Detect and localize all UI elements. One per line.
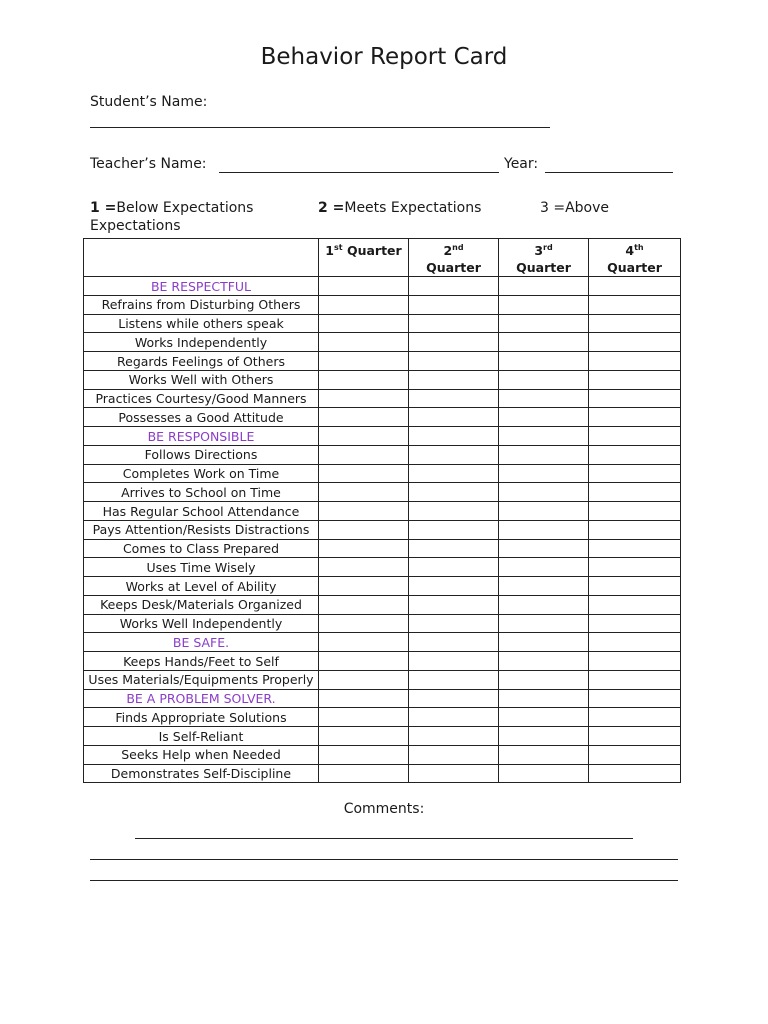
- table-row: [84, 389, 681, 408]
- section-heading: BE A PROBLEM SOLVER.: [84, 689, 319, 708]
- grade-cell-q3[interactable]: [499, 389, 589, 408]
- legend-2-text: Meets Expectations: [344, 200, 482, 216]
- grade-cell-q4[interactable]: [589, 745, 681, 764]
- grade-cell-q2[interactable]: [409, 670, 499, 689]
- table-row: [84, 502, 681, 521]
- header-q2: 2nd Quarter: [409, 239, 499, 277]
- behavior-label: Works at Level of Ability: [84, 577, 319, 596]
- grade-cell-q2[interactable]: [409, 352, 499, 371]
- header-q1: 1st Quarter: [319, 239, 409, 277]
- header-blank-cell: [84, 239, 319, 277]
- legend-3-continued: Expectations: [90, 218, 181, 234]
- grade-cell-q2[interactable]: [409, 558, 499, 577]
- page-title: Behavior Report Card: [260, 44, 508, 70]
- behavior-label: Works Well Independently: [84, 614, 319, 633]
- section-row: [84, 427, 681, 446]
- section-row: [84, 689, 681, 708]
- behavior-label: Arrives to School on Time: [84, 483, 319, 502]
- grade-cell-q3[interactable]: [499, 370, 589, 389]
- grade-cell-q2: [409, 633, 499, 652]
- grade-cell-q3: [499, 689, 589, 708]
- behavior-label: Uses Time Wisely: [84, 558, 319, 577]
- section-row: [84, 633, 681, 652]
- year-line[interactable]: [545, 172, 673, 173]
- grade-cell-q2[interactable]: [409, 520, 499, 539]
- table-row: [84, 408, 681, 427]
- behavior-label: Possesses a Good Attitude: [84, 408, 319, 427]
- grade-cell-q2[interactable]: [409, 764, 499, 783]
- grade-cell-q4[interactable]: [589, 614, 681, 633]
- grade-cell-q3[interactable]: [499, 708, 589, 727]
- table-row: [84, 708, 681, 727]
- table-row: [84, 520, 681, 539]
- grade-cell-q3[interactable]: [499, 295, 589, 314]
- year-label: Year:: [504, 156, 539, 172]
- legend-item-2: [318, 200, 481, 216]
- grade-cell-q4[interactable]: [589, 445, 681, 464]
- table-body: [84, 277, 681, 783]
- grade-cell-q4[interactable]: [589, 670, 681, 689]
- grade-cell-q3[interactable]: [499, 652, 589, 671]
- grade-cell-q3[interactable]: [499, 483, 589, 502]
- grade-cell-q3[interactable]: [499, 595, 589, 614]
- grade-cell-q2[interactable]: [409, 727, 499, 746]
- grade-cell-q2: [409, 689, 499, 708]
- grade-cell-q3[interactable]: [499, 314, 589, 333]
- comments-line-2[interactable]: [90, 859, 678, 860]
- grade-cell-q2: [409, 427, 499, 446]
- table-row: [84, 727, 681, 746]
- behavior-label: Comes to Class Prepared: [84, 539, 319, 558]
- grade-cell-q3[interactable]: [499, 333, 589, 352]
- grade-cell-q1[interactable]: [319, 764, 409, 783]
- legend-1-number: 1 =: [90, 200, 117, 216]
- grade-cell-q4[interactable]: [589, 314, 681, 333]
- comments-line-1[interactable]: [135, 838, 633, 839]
- grade-cell-q4[interactable]: [589, 333, 681, 352]
- grade-cell-q4[interactable]: [589, 370, 681, 389]
- behavior-label: Practices Courtesy/Good Manners: [84, 389, 319, 408]
- grade-cell-q1[interactable]: [319, 558, 409, 577]
- grade-cell-q1[interactable]: [319, 727, 409, 746]
- grade-cell-q3[interactable]: [499, 539, 589, 558]
- grade-cell-q2[interactable]: [409, 577, 499, 596]
- grade-cell-q2[interactable]: [409, 389, 499, 408]
- legend-item-1: [90, 200, 253, 216]
- table-row: [84, 558, 681, 577]
- table-row: [84, 295, 681, 314]
- grade-cell-q4[interactable]: [589, 408, 681, 427]
- grade-cell-q3[interactable]: [499, 352, 589, 371]
- grade-cell-q4[interactable]: [589, 727, 681, 746]
- grade-cell-q2[interactable]: [409, 652, 499, 671]
- teacher-name-label: Teacher’s Name:: [90, 156, 207, 172]
- grade-cell-q2[interactable]: [409, 745, 499, 764]
- grade-cell-q4[interactable]: [589, 595, 681, 614]
- grade-cell-q2[interactable]: [409, 370, 499, 389]
- grade-cell-q3[interactable]: [499, 614, 589, 633]
- behavior-table: [83, 238, 681, 783]
- behavior-label: Finds Appropriate Solutions: [84, 708, 319, 727]
- table-row: [84, 614, 681, 633]
- table-row: [84, 539, 681, 558]
- grade-cell-q1[interactable]: [319, 483, 409, 502]
- student-name-line[interactable]: [90, 127, 550, 128]
- grade-cell-q2[interactable]: [409, 595, 499, 614]
- grade-cell-q1[interactable]: [319, 408, 409, 427]
- grade-cell-q1[interactable]: [319, 314, 409, 333]
- behavior-label: Regards Feelings of Others: [84, 352, 319, 371]
- behavior-label: Keeps Desk/Materials Organized: [84, 595, 319, 614]
- grade-cell-q3[interactable]: [499, 727, 589, 746]
- header-q4: 4th Quarter: [589, 239, 681, 277]
- grade-cell-q2[interactable]: [409, 408, 499, 427]
- grade-cell-q4[interactable]: [589, 539, 681, 558]
- grade-cell-q1: [319, 689, 409, 708]
- grade-cell-q4[interactable]: [589, 577, 681, 596]
- grade-cell-q1: [319, 427, 409, 446]
- grade-cell-q1[interactable]: [319, 539, 409, 558]
- grade-cell-q1: [319, 633, 409, 652]
- behavior-label: Completes Work on Time: [84, 464, 319, 483]
- grade-cell-q3: [499, 633, 589, 652]
- section-row: [84, 277, 681, 296]
- grade-cell-q1[interactable]: [319, 389, 409, 408]
- grade-cell-q1: [319, 277, 409, 296]
- table-row: [84, 577, 681, 596]
- grade-cell-q2[interactable]: [409, 314, 499, 333]
- grade-cell-q2[interactable]: [409, 445, 499, 464]
- grade-cell-q1[interactable]: [319, 595, 409, 614]
- table-row: [84, 370, 681, 389]
- grade-cell-q1[interactable]: [319, 352, 409, 371]
- behavior-label: Refrains from Disturbing Others: [84, 295, 319, 314]
- grade-cell-q3[interactable]: [499, 408, 589, 427]
- grade-cell-q3[interactable]: [499, 445, 589, 464]
- grade-cell-q4[interactable]: [589, 652, 681, 671]
- legend-item-3: [540, 200, 609, 216]
- grade-cell-q3: [499, 277, 589, 296]
- header-q3: 3rd Quarter: [499, 239, 589, 277]
- behavior-label: Has Regular School Attendance: [84, 502, 319, 521]
- grade-cell-q3[interactable]: [499, 764, 589, 783]
- legend-3-number: 3 =: [540, 200, 566, 216]
- table-row: [84, 483, 681, 502]
- grade-cell-q4[interactable]: [589, 764, 681, 783]
- grade-cell-q2[interactable]: [409, 708, 499, 727]
- teacher-name-line[interactable]: [219, 172, 499, 173]
- table-row: [84, 464, 681, 483]
- grade-cell-q4: [589, 277, 681, 296]
- comments-line-3[interactable]: [90, 880, 678, 881]
- behavior-label: Is Self-Reliant: [84, 727, 319, 746]
- behavior-label: Uses Materials/Equipments Properly: [84, 670, 319, 689]
- behavior-label: Works Well with Others: [84, 370, 319, 389]
- behavior-label: Works Independently: [84, 333, 319, 352]
- grade-cell-q1[interactable]: [319, 295, 409, 314]
- grade-cell-q4[interactable]: [589, 352, 681, 371]
- grade-cell-q1[interactable]: [319, 652, 409, 671]
- grade-cell-q1[interactable]: [319, 520, 409, 539]
- grade-cell-q4: [589, 689, 681, 708]
- table-row: [84, 745, 681, 764]
- grade-cell-q3[interactable]: [499, 745, 589, 764]
- table-row: [84, 333, 681, 352]
- grade-cell-q3[interactable]: [499, 464, 589, 483]
- grade-cell-q2[interactable]: [409, 502, 499, 521]
- section-heading: BE RESPONSIBLE: [84, 427, 319, 446]
- table-row: [84, 445, 681, 464]
- grade-cell-q3[interactable]: [499, 577, 589, 596]
- comments-label: Comments:: [343, 801, 425, 817]
- table-row: [84, 652, 681, 671]
- grade-cell-q4[interactable]: [589, 558, 681, 577]
- grade-cell-q4[interactable]: [589, 295, 681, 314]
- table-row: [84, 764, 681, 783]
- grade-cell-q1[interactable]: [319, 708, 409, 727]
- behavior-label: Listens while others speak: [84, 314, 319, 333]
- grade-cell-q2[interactable]: [409, 333, 499, 352]
- grade-cell-q2[interactable]: [409, 483, 499, 502]
- grade-cell-q3[interactable]: [499, 502, 589, 521]
- behavior-label: Seeks Help when Needed: [84, 745, 319, 764]
- section-heading: BE SAFE.: [84, 633, 319, 652]
- grade-cell-q1[interactable]: [319, 614, 409, 633]
- grade-cell-q1[interactable]: [319, 370, 409, 389]
- grade-cell-q1[interactable]: [319, 502, 409, 521]
- grade-cell-q2[interactable]: [409, 539, 499, 558]
- table-header-row: [84, 239, 681, 277]
- table-row: [84, 670, 681, 689]
- behavior-label: Keeps Hands/Feet to Self: [84, 652, 319, 671]
- grade-cell-q2[interactable]: [409, 614, 499, 633]
- grade-cell-q1[interactable]: [319, 577, 409, 596]
- grade-cell-q3[interactable]: [499, 520, 589, 539]
- grade-cell-q4[interactable]: [589, 464, 681, 483]
- grade-cell-q4[interactable]: [589, 389, 681, 408]
- table-row: [84, 352, 681, 371]
- grade-cell-q3[interactable]: [499, 558, 589, 577]
- legend-1-text: Below Expectations: [116, 200, 254, 216]
- grade-cell-q4[interactable]: [589, 708, 681, 727]
- grade-cell-q4: [589, 427, 681, 446]
- grade-cell-q1[interactable]: [319, 670, 409, 689]
- grade-cell-q2: [409, 277, 499, 296]
- grade-cell-q4[interactable]: [589, 502, 681, 521]
- grade-cell-q4: [589, 633, 681, 652]
- grade-cell-q1[interactable]: [319, 445, 409, 464]
- grade-cell-q2[interactable]: [409, 464, 499, 483]
- grade-cell-q1[interactable]: [319, 333, 409, 352]
- grade-cell-q3[interactable]: [499, 670, 589, 689]
- behavior-label: Demonstrates Self-Discipline: [84, 764, 319, 783]
- section-heading: BE RESPECTFUL: [84, 277, 319, 296]
- student-name-label: Student’s Name:: [90, 94, 208, 110]
- grade-cell-q4[interactable]: [589, 483, 681, 502]
- grade-cell-q3: [499, 427, 589, 446]
- grade-cell-q1[interactable]: [319, 464, 409, 483]
- table-row: [84, 595, 681, 614]
- behavior-label: Follows Directions: [84, 445, 319, 464]
- grade-cell-q4[interactable]: [589, 520, 681, 539]
- legend-3-text: Above: [565, 200, 610, 216]
- legend-2-number: 2 =: [318, 200, 345, 216]
- behavior-label: Pays Attention/Resists Distractions: [84, 520, 319, 539]
- grade-cell-q2[interactable]: [409, 295, 499, 314]
- grade-cell-q1[interactable]: [319, 745, 409, 764]
- table-row: [84, 314, 681, 333]
